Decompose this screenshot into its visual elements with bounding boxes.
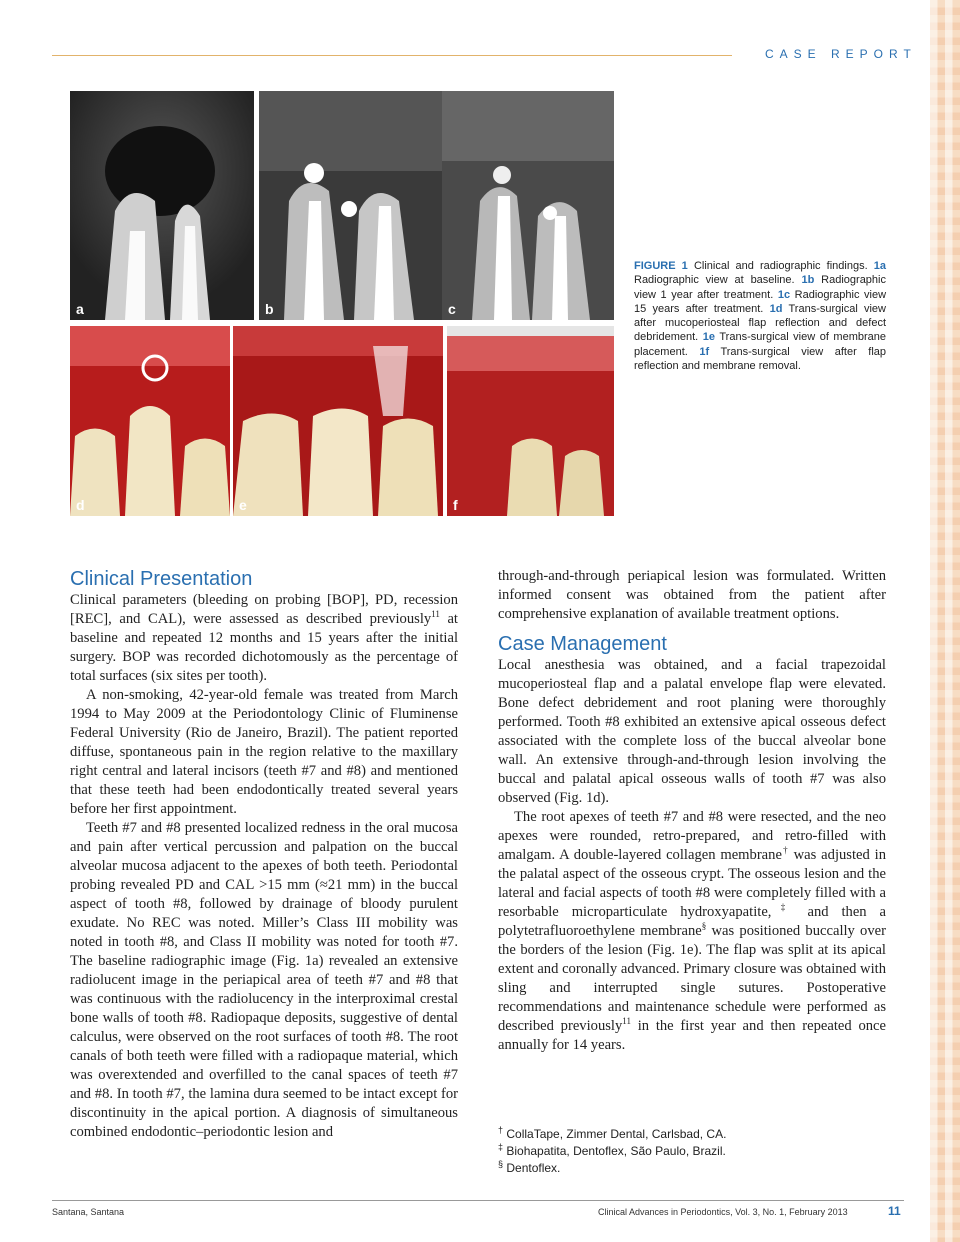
footnote-mark: † [781, 845, 789, 856]
surgical-image-e [233, 326, 443, 516]
panel-label: e [239, 497, 247, 513]
caption-text: Trans-surgical view of membrane placement. [634, 331, 887, 358]
header-rule [52, 55, 732, 56]
page-number: 11 [888, 1204, 901, 1218]
panel-label: c [448, 301, 456, 317]
text: at baseline and repeated 12 months and 15 years after the initial surgery. BOP was recorded dichotomously as the percentage of total surfaces (six sites per tooth). [70, 611, 458, 684]
left-column [70, 567, 458, 1142]
footnote-text: Biohapatita, Dentoflex, São Paulo, Brazil. [506, 1144, 726, 1158]
footnote-mark: ‡ [498, 1142, 504, 1152]
paragraph [70, 591, 458, 686]
figure-panel-a [70, 91, 254, 320]
reference: 11 [431, 609, 440, 620]
footnote-mark: § [701, 921, 707, 932]
text: The root apexes of teeth #7 and #8 were resected, and the neo apexes were rounded, retro-prepared, and retro-filled with amalgam. A double-layered collagen membrane [498, 809, 886, 863]
text: was positioned buccally over the borders of the lesion (Fig. 1e). The flap was split at its apical extent and coronally advanced. Primary closure was obtained with sling and interrupted single sutures. Postoperative recommendations and maintenance schedule were performed as described previously [498, 923, 886, 1034]
text: Clinical parameters (bleeding on probing [BOP], PD, recession [REC], and CAL), were assessed as described previously [70, 592, 458, 627]
footnote-mark: † [498, 1125, 504, 1135]
footnote [498, 1126, 726, 1143]
caption-text: Trans-surgical view after mucoperiosteal flap reflection and defect debridement. [634, 302, 886, 344]
caption-text: Radiographic view 1 year after treatment. [634, 274, 886, 301]
footnote-text: Dentoflex. [506, 1161, 561, 1175]
figure-panel-b [259, 91, 442, 320]
paragraph: Local anesthesia was obtained, and a facial trapezoidal mucoperiosteal flap and a palatal envelope flap were elevated. Bone defect debridement and root planing were thoroughly performed. Tooth #8 exhibited an extensive apical osseous defect associated with the complete loss of the buccal alveolar bone wall. An extensive through-and-through lesion involving the buccal and palatal apical osseous walls of tooth #7 was also observed (Fig. 1d). [498, 657, 886, 806]
footnotes [498, 1126, 726, 1177]
footer-authors: Santana, Santana [52, 1207, 125, 1217]
xray-image-a [70, 91, 254, 320]
surgical-image-f [447, 326, 614, 516]
section-heading: Case Management [498, 633, 667, 655]
caption-text: Radiographic view 15 years after treatment. [634, 288, 887, 315]
paragraph: A non-smoking, 42-year-old female was treated from March 1994 to May 2009 at the Periodontology Clinic of Fluminense Federal University (Rio de Janeiro, Brazil). The patient reported diffuse, spontaneous pain in the region relative to the maxillary right central and lateral incisors (teeth #7 and #8) and mentioned that these teeth had been endodontically treated several years before her first appointment. [70, 687, 458, 817]
footnote-text: CollaTape, Zimmer Dental, Carlsbad, CA. [506, 1127, 727, 1141]
panel-label: a [76, 301, 84, 317]
footnote-mark: ‡ [771, 902, 795, 913]
xray-image-b [259, 91, 442, 320]
figure-panel-d [70, 326, 230, 516]
caption-tag: 1d [769, 302, 783, 315]
xray-image-c [442, 91, 614, 320]
panel-label: d [76, 497, 85, 513]
text: was adjusted in the palatal aspect of the osseous crypt. The osseous lesion and the lateral and facial aspects of tooth #8 were completely filled with a resorbable microparticulate hydroxyapatite, [498, 847, 886, 920]
figure-panel-f [447, 326, 614, 516]
footer-rule [52, 1200, 904, 1201]
reference: 11 [622, 1016, 631, 1027]
right-column [498, 567, 886, 1055]
caption-tag: 1f [699, 345, 710, 358]
section-header: CASE REPORT [765, 47, 917, 61]
caption-tag: 1c [777, 288, 791, 301]
caption-tag: 1b [801, 274, 815, 287]
footnote [498, 1160, 726, 1177]
footer-journal: Clinical Advances in Periodontics, Vol. 3, No. 1, February 2013 [598, 1207, 848, 1217]
paragraph: Teeth #7 and #8 presented localized redness in the oral mucosa and pain after vertical percussion and palpation on the buccal alveolar mucosa adjacent to the apexes of both teeth. Periodontal probing revealed PD and CAL >15 mm (≈21 mm) in the buccal aspect of tooth #8, followed by drainage of bloody purulent exudate. No REC was noted. Miller’s Class III mobility was noted in tooth #8, and Class II mobility was noted for tooth #7. The baseline radiographic image (Fig. 1a) revealed an extensive radiolucent image in the periapical area of teeth #7 and #8 that was continuous with the radiolucency in the interproximal crestal bone walls of tooth #8. Radiopaque deposits, suggestive of dental calculus, were observed on the root surfaces of tooth #8. The root canals of both teeth were filled with a radiopaque material, which was overextended and overfilled to the canal spaces of teeth #7 and #8. In tooth #7, the lamina dura seemed to be intact except for discontinuity in the apical portion. A diagnosis of simultaneous combined endodontic–periodontic lesion and [70, 820, 458, 1140]
figure-panel-e [233, 326, 443, 516]
caption-tag: 1a [873, 260, 886, 272]
section-heading: Clinical Presentation [70, 568, 253, 590]
decorative-sidebar [930, 0, 960, 1242]
text: in the first year and then repeated once annually for 14 years. [498, 1018, 886, 1053]
figure-panel-c [442, 91, 614, 320]
surgical-image-d [70, 326, 230, 516]
panel-label: b [265, 301, 274, 317]
footnote [498, 1143, 726, 1160]
caption-text: Trans-surgical view after flap reflection and membrane removal. [634, 345, 887, 373]
caption-tag: 1e [702, 331, 716, 344]
paragraph [498, 808, 886, 1055]
paragraph: through-and-through periapical lesion was formulated. Written informed consent was obtained from the patient after comprehensive explanation of available treatment options. [498, 568, 886, 622]
text: and then a polytetrafluoroethylene membrane [498, 904, 887, 939]
figure-caption [634, 259, 886, 373]
caption-title: FIGURE 1 [634, 260, 688, 272]
footnote-mark: § [498, 1159, 504, 1169]
caption-intro: Clinical and radiographic findings. [693, 260, 868, 272]
panel-label: f [453, 497, 458, 513]
caption-text: Radiographic view at baseline. [634, 274, 795, 287]
